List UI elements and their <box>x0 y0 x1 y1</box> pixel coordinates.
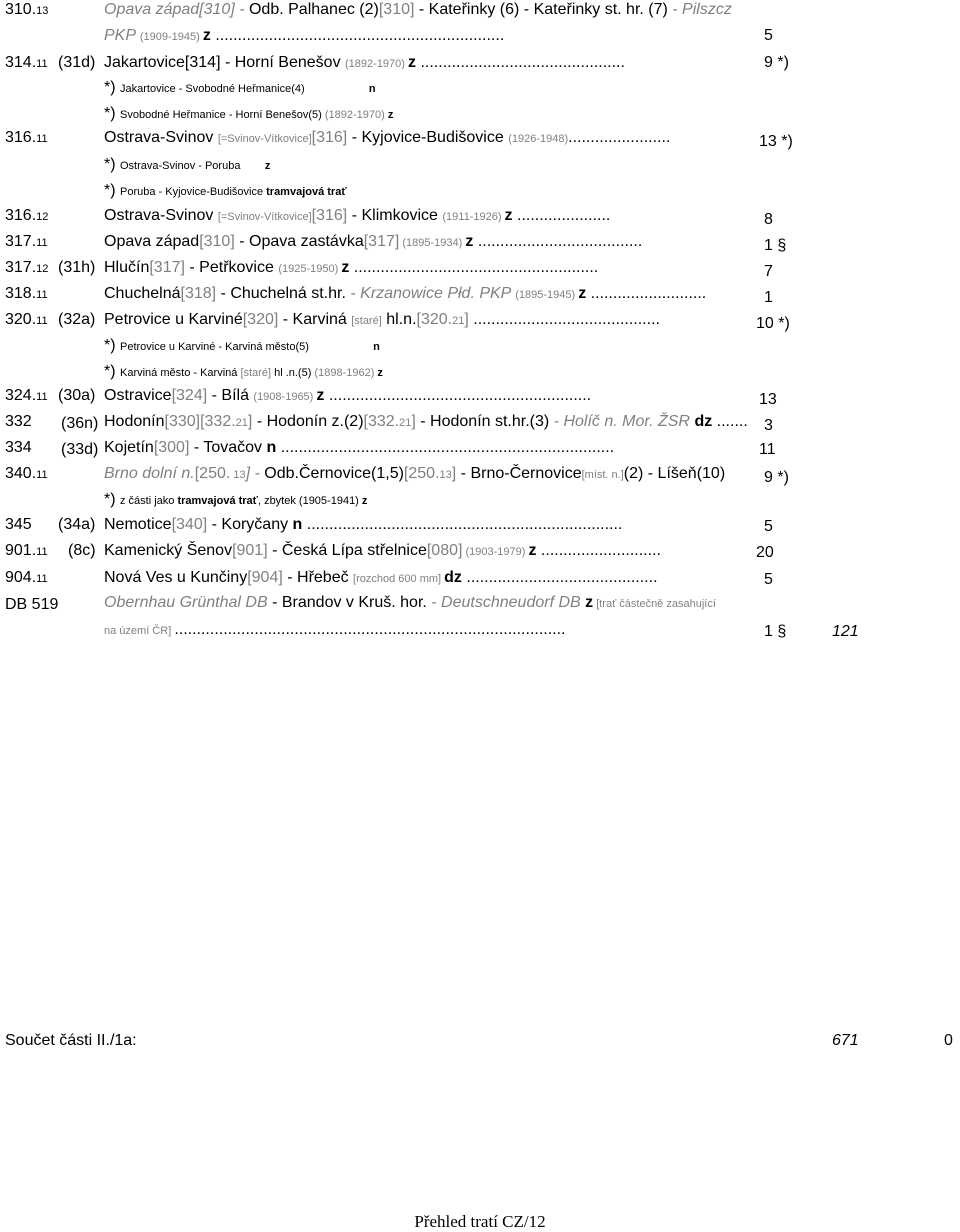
line-number: 310.13 <box>5 1 49 18</box>
track-count: 5 <box>764 27 773 44</box>
row-note: *) Svobodné Heřmanice - Horní Benešov(5) (1892-1970) z <box>104 105 394 122</box>
group-code: (31h) <box>58 259 96 276</box>
row-text: Obernhau Grünthal DB - Brandov v Kruš. hor. - Deutschneudorf DB z [trať částečně zasahující <box>104 594 716 611</box>
group-code: (30a) <box>58 387 96 404</box>
row-text: Nemotice[340] - Koryčany n ....................................................................... <box>104 516 623 533</box>
row-note: *) Jakartovice - Svobodné Heřmanice(4) n <box>104 79 376 96</box>
page-footer: Přehled tratí CZ/12 <box>414 1212 546 1231</box>
row-note: *) Karviná město - Karviná [staré] hl .n.(5) (1898-1962) z <box>104 363 383 380</box>
row-text: Hlučín[317] - Petřkovice (1925-1950) z ....................................................... <box>104 259 599 276</box>
line-number: 318.11 <box>5 285 48 302</box>
row-text: Petrovice u Karviné[320] - Karviná [staré] hl.n.[320.21] .......................................... <box>104 311 660 328</box>
track-count: 13 *) <box>759 133 793 150</box>
summary-value: 671 <box>832 1032 859 1049</box>
track-count: 1 § <box>764 623 787 640</box>
track-count: 5 <box>764 571 773 588</box>
row-text: Jakartovice[314] - Horní Benešov (1892-1970) z .............................................. <box>104 54 625 71</box>
line-number: 324.11 <box>5 387 48 404</box>
track-count: 13 <box>759 391 777 408</box>
group-code: (36n) <box>61 415 99 432</box>
row-note: *) z části jako tramvajová trať, zbytek (1905-1941) z <box>104 491 368 508</box>
row-text: Kojetín[300] - Tovačov n ........................................................................... <box>104 439 615 456</box>
line-number: 904.11 <box>5 569 48 586</box>
row-text: Nová Ves u Kunčiny[904] - Hřebeč [rozchod 600 mm] dz ........................................... <box>104 569 658 586</box>
line-number: 340.11 <box>5 465 48 482</box>
track-count: 9 *) <box>764 54 789 71</box>
line-number: DB 519 <box>5 596 59 613</box>
line-number: 317.12 <box>5 259 49 276</box>
track-count: 1 § <box>764 237 787 254</box>
track-count: 7 <box>764 263 773 280</box>
row-text: Ostrava-Svinov [=Svinov-Vítkovice][316] - Klimkovice (1911-1926) z ..................... <box>104 207 611 224</box>
row-text: Ostravice[324] - Bílá (1908-1965) z ........................................................... <box>104 387 592 404</box>
track-count: 5 <box>764 518 773 535</box>
group-code: (8c) <box>68 542 96 559</box>
track-count: 10 *) <box>756 315 790 332</box>
row-text: Hodonín[330][332.21] - Hodonín z.(2)[332.21] - Hodonín st.hr.(3) - Holíč n. Mor. ŽSR dz ....... <box>104 413 748 430</box>
row-text: na území ČR] ........................................................................................ <box>104 621 566 638</box>
summary-zero: 0 <box>944 1032 953 1049</box>
extra-count: 121 <box>832 623 859 640</box>
group-code: (32a) <box>58 311 96 328</box>
group-code: (34a) <box>58 516 96 533</box>
line-number: 314.11 <box>5 54 48 71</box>
row-text: Brno dolní n.[250. 13] - Odb.Černovice(1,5)[250.13] - Brno-Černovice[míst. n.](2) - Líšeň(10) <box>104 465 726 482</box>
line-number: 317.11 <box>5 233 48 250</box>
track-count: 9 *) <box>764 469 789 486</box>
row-text: Ostrava-Svinov [=Svinov-Vítkovice][316] - Kyjovice-Budišovice (1926-1948)....................... <box>104 129 671 146</box>
row-text: Kamenický Šenov[901] - Česká Lípa střelnice[080] (1903-1979) z ........................... <box>104 542 661 559</box>
row-note: *) Petrovice u Karviné - Karviná město(5) n <box>104 337 380 354</box>
line-number: 320.11 <box>5 311 48 328</box>
track-count: 11 <box>759 441 776 458</box>
line-number: 345 <box>5 516 32 533</box>
line-number: 316.12 <box>5 207 49 224</box>
row-text: Opava západ[310] - Opava zastávka[317] (1895-1934) z ..................................... <box>104 233 643 250</box>
line-number: 332 <box>5 413 32 430</box>
row-text: Opava západ[310] - Odb. Palhanec (2)[310] - Kateřinky (6) - Kateřinky st. hr. (7) - Pilszcz <box>104 1 732 18</box>
track-count: 1 <box>764 289 773 306</box>
row-note: *) Poruba - Kyjovice-Budišovice tramvajová trať <box>104 182 347 199</box>
row-text: PKP (1909-1945) z ................................................................. <box>104 27 505 44</box>
row-text: Chuchelná[318] - Chuchelná st.hr. - Krzanowice Płd. PKP (1895-1945) z .......................... <box>104 285 707 302</box>
line-number: 334 <box>5 439 32 456</box>
group-code: (33d) <box>61 441 99 458</box>
row-note: *) Ostrava-Svinov - Poruba z <box>104 156 271 173</box>
summary-label: Součet části II./1a: <box>5 1032 137 1049</box>
track-count: 8 <box>764 211 773 228</box>
track-count: 3 <box>764 417 773 434</box>
group-code: (31d) <box>58 54 96 71</box>
track-count: 20 <box>756 544 774 561</box>
line-number: 316.11 <box>5 129 48 146</box>
line-number: 901.11 <box>5 542 48 559</box>
